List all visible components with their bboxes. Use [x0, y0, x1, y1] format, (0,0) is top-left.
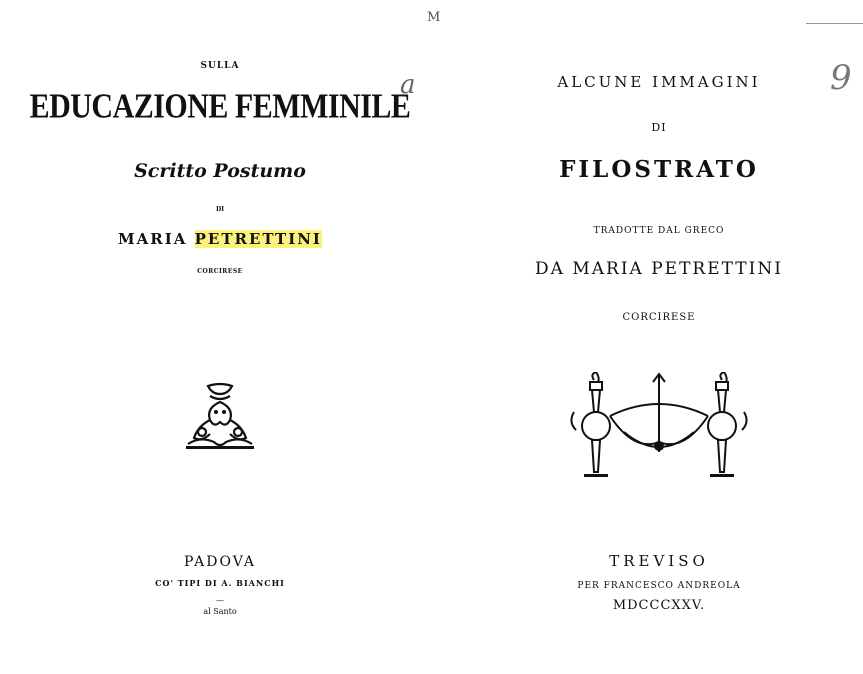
right-title-page	[455, 0, 863, 674]
torch-garland-ornament	[455, 372, 863, 486]
translator-name: DA MARIA PETRETTINI	[535, 259, 783, 279]
book-title-line1: ALCUNE IMMAGINI	[557, 73, 761, 91]
translation-note: TRADOTTE DAL GRECO	[593, 226, 725, 236]
handwritten-page-number: 9	[830, 58, 852, 98]
book-title-name: FILOSTRATO	[559, 156, 759, 183]
author-origin: CORCIRESE	[197, 268, 243, 275]
torch-garland-icon	[564, 372, 754, 482]
author-first-name: MARIA	[118, 230, 195, 248]
book-subtitle: Scritto Postumo	[134, 160, 306, 182]
printer-ornament	[0, 382, 440, 458]
page-edge-line	[806, 23, 863, 24]
author-last-name-highlighted: PETRETTINI	[194, 230, 322, 248]
publication-city: TREVISO	[609, 552, 709, 570]
publication-year: MDCCCXXV.	[612, 598, 706, 613]
handwritten-note: a	[400, 70, 416, 100]
author-origin: CORCIRESE	[622, 312, 696, 323]
shelf-mark: M	[427, 10, 441, 25]
press-name: CO' TIPI DI A. BIANCHI	[155, 578, 285, 588]
author-name	[0, 230, 440, 248]
separator: —	[216, 596, 224, 605]
printer-name: PER FRANCESCO ANDREOLA	[577, 581, 741, 591]
book-title: EDUCAZIONE FEMMINILE	[29, 86, 411, 126]
ornament-icon	[180, 382, 260, 454]
pre-title: SULLA	[200, 61, 240, 71]
by-line: DI	[651, 121, 667, 134]
publication-city: PADOVA	[184, 554, 256, 570]
by-line: DI	[215, 206, 224, 213]
press-location: al Santo	[203, 607, 237, 616]
